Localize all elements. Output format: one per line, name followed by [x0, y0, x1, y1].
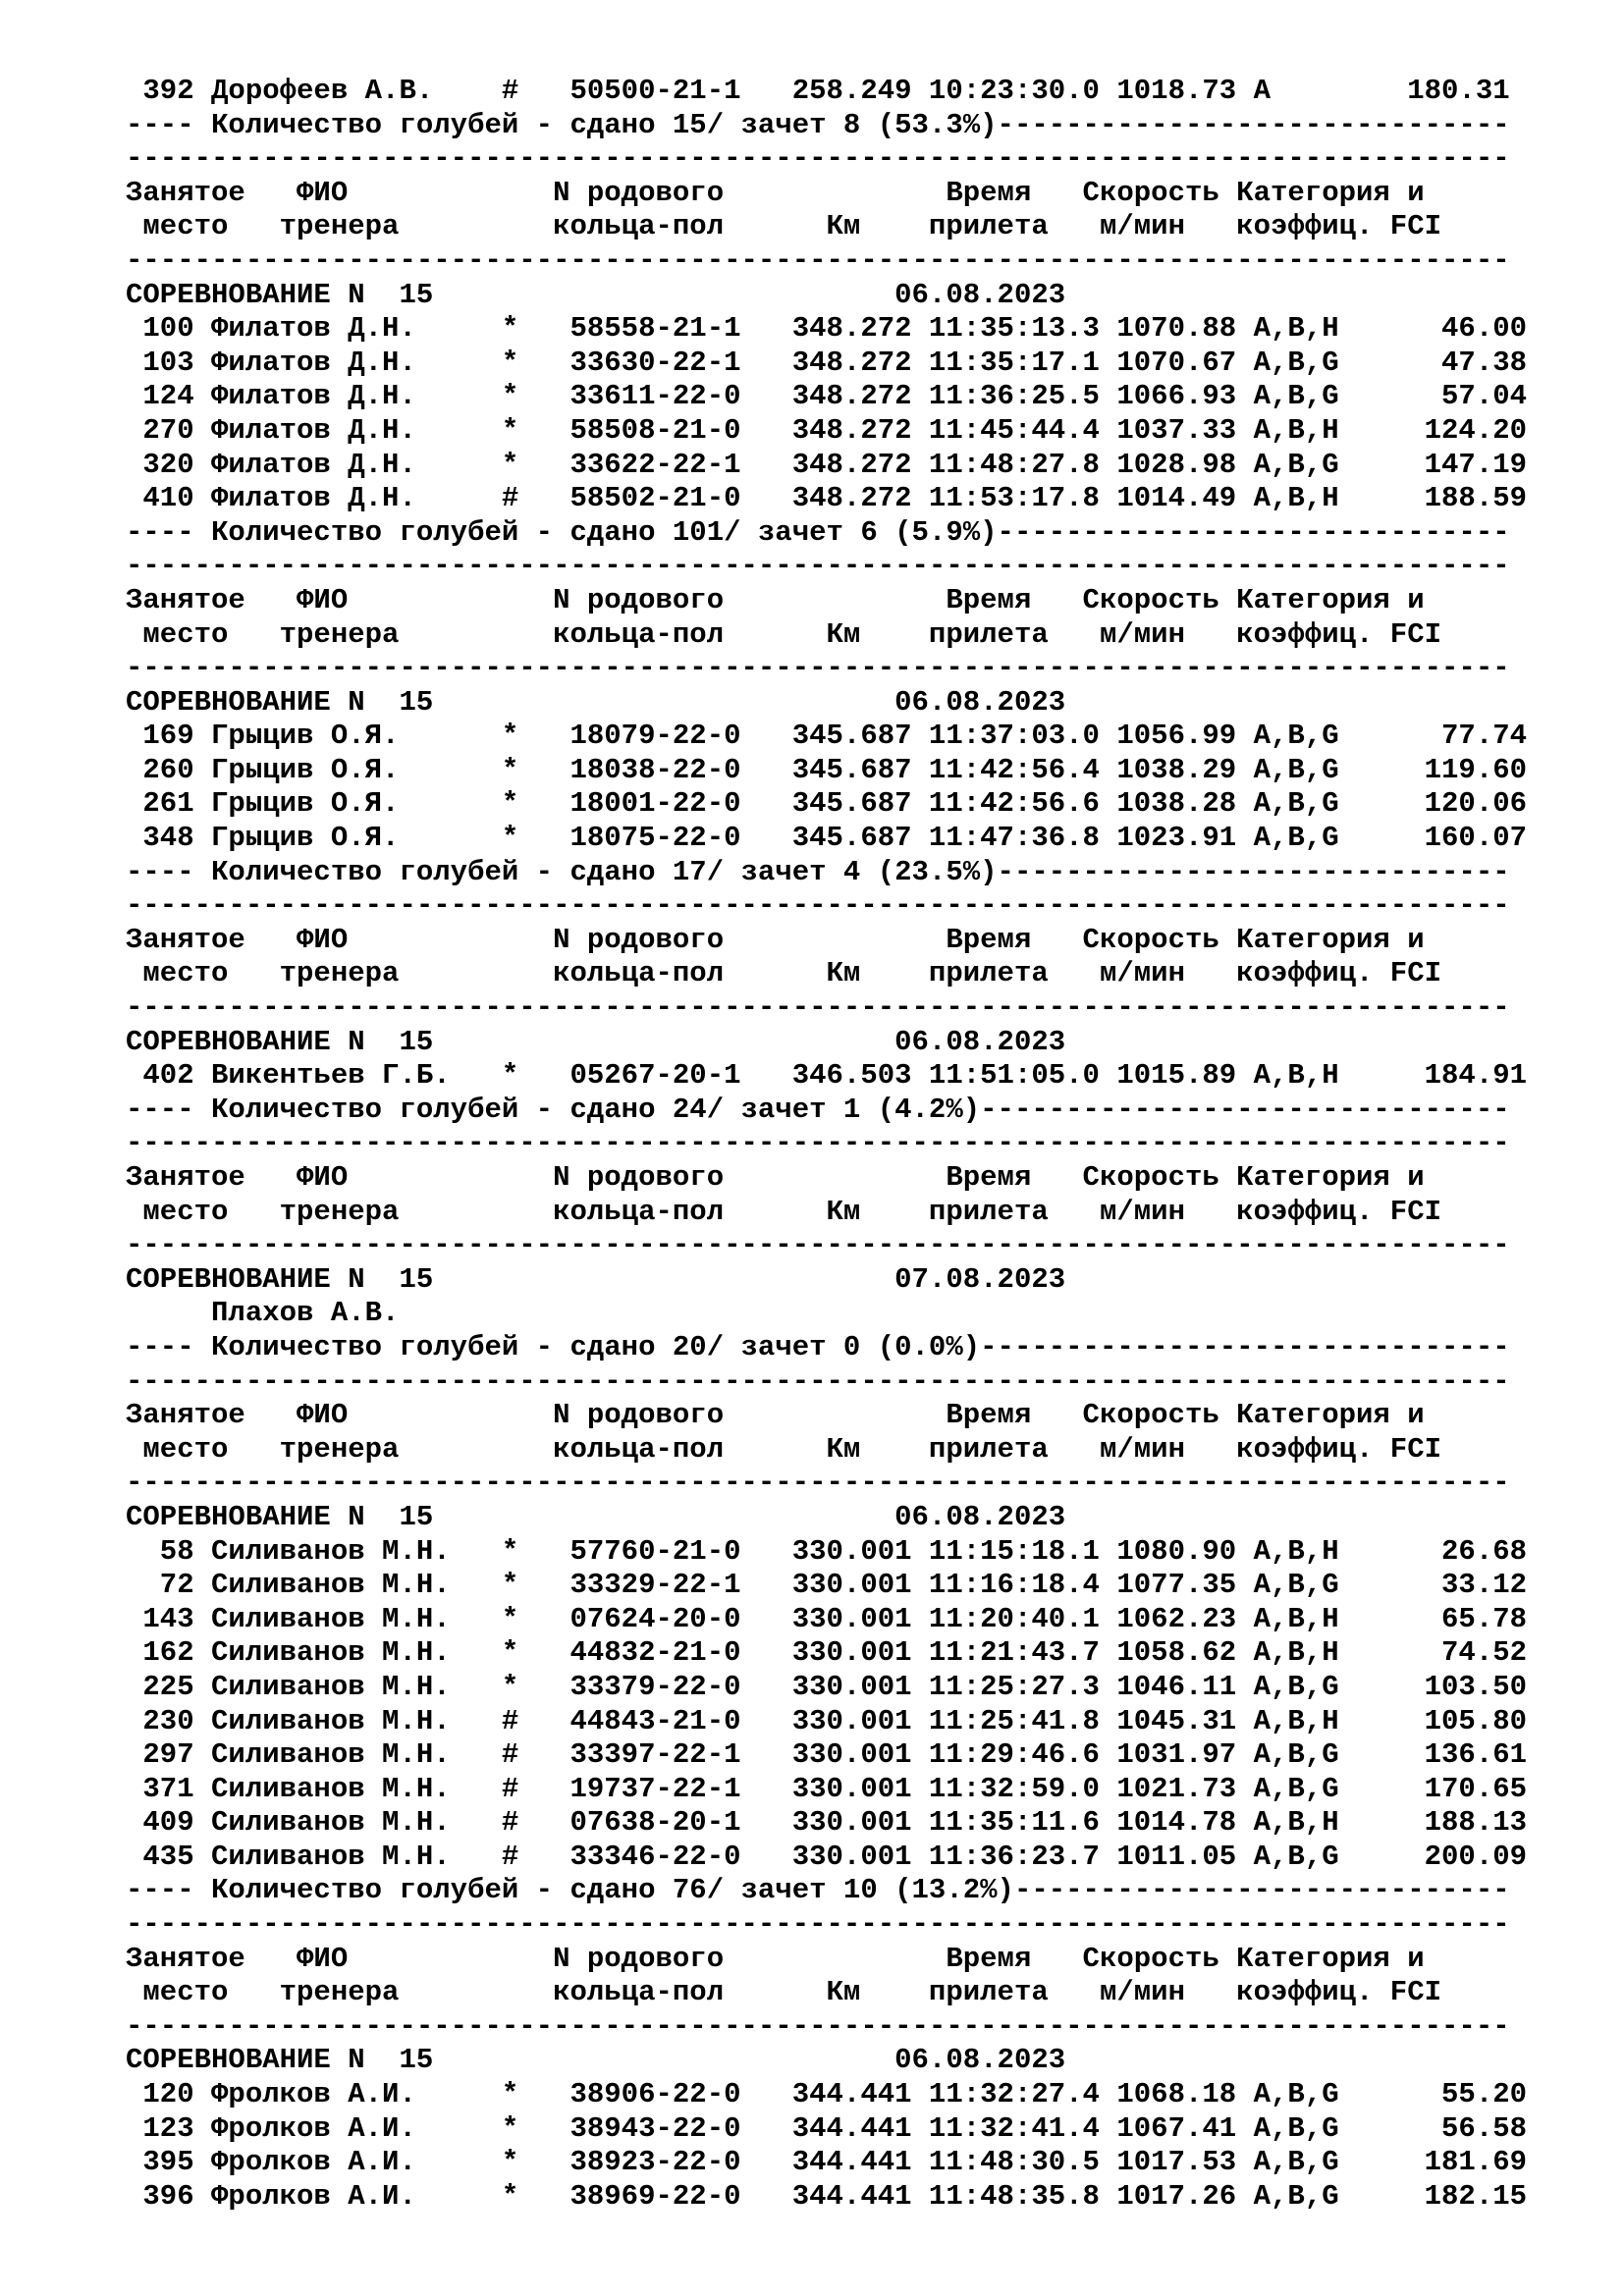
summary-line: ---- Количество голубей - сдано 24/ зачет 1 (4.2%)------------------------------- — [126, 1093, 1510, 1126]
summary-line: ---- Количество голубей - сдано 15/ зачет 8 (53.3%)------------------------------ — [126, 108, 1510, 141]
separator-line: --------------------------------------------------------------------------------- — [126, 889, 1510, 923]
summary-line: ---- Количество голубей - сдано 20/ зачет 0 (0.0%)------------------------------- — [126, 1330, 1510, 1363]
column-header: место тренера кольца-пол Км прилета м/мин коэффиц. FCI — [126, 1432, 1442, 1466]
column-header: Занятое ФИО N родового Время Скорость Категория и — [126, 1399, 1425, 1432]
competition-header: СОРЕВНОВАНИЕ N 15 06.08.2023 — [126, 2044, 1066, 2077]
column-header: Занятое ФИО N родового Время Скорость Категория и — [126, 923, 1425, 956]
results-printout — [126, 75, 1598, 2214]
result-row: 123 Фролков А.И. * 38943-22-0 344.441 11:32:41.4 1067.41 A,B,G 56.58 — [126, 2111, 1528, 2145]
separator-line: --------------------------------------------------------------------------------- — [126, 1127, 1510, 1160]
result-row: 162 Силиванов М.Н. * 44832-21-0 330.001 11:21:43.7 1058.62 A,B,H 74.52 — [126, 1636, 1528, 1670]
result-row: 435 Силиванов М.Н. # 33346-22-0 330.001 11:36:23.7 1011.05 A,B,G 200.09 — [126, 1840, 1528, 1873]
competition-header: СОРЕВНОВАНИЕ N 15 06.08.2023 — [126, 1025, 1066, 1058]
result-row: 124 Филатов Д.Н. * 33611-22-0 348.272 11:36:25.5 1066.93 A,B,G 57.04 — [126, 380, 1528, 413]
result-row: 297 Силиванов М.Н. # 33397-22-1 330.001 11:29:46.6 1031.97 A,B,G 136.61 — [126, 1738, 1528, 1772]
competition-header: СОРЕВНОВАНИЕ N 15 06.08.2023 — [126, 685, 1066, 719]
result-row: 396 Фролков А.И. * 38969-22-0 344.441 11:48:35.8 1017.26 A,B,G 182.15 — [126, 2179, 1528, 2213]
result-row: 58 Силиванов М.Н. * 57760-21-0 330.001 11:15:18.1 1080.90 A,B,H 26.68 — [126, 1534, 1528, 1568]
column-header: место тренера кольца-пол Км прилета м/мин коэффиц. FCI — [126, 210, 1442, 243]
separator-line: --------------------------------------------------------------------------------- — [126, 142, 1510, 176]
result-row: 230 Силиванов М.Н. # 44843-21-0 330.001 11:25:41.8 1045.31 A,B,H 105.80 — [126, 1704, 1528, 1737]
result-row: Плахов А.В. — [126, 1297, 400, 1330]
competition-header: СОРЕВНОВАНИЕ N 15 06.08.2023 — [126, 278, 1066, 311]
competition-header: СОРЕВНОВАНИЕ N 15 06.08.2023 — [126, 1500, 1066, 1533]
separator-line: --------------------------------------------------------------------------------- — [126, 1908, 1510, 1942]
result-row: 392 Дорофеев А.В. # 50500-21-1 258.249 10:23:30.0 1018.73 A 180.31 — [126, 75, 1510, 107]
separator-line: --------------------------------------------------------------------------------- — [126, 991, 1510, 1025]
separator-line: --------------------------------------------------------------------------------- — [126, 1364, 1510, 1398]
result-row: 143 Силиванов М.Н. * 07624-20-0 330.001 11:20:40.1 1062.23 A,B,H 65.78 — [126, 1602, 1528, 1635]
result-row: 100 Филатов Д.Н. * 58558-21-1 348.272 11:35:13.3 1070.88 A,B,H 46.00 — [126, 312, 1528, 346]
column-header: место тренера кольца-пол Км прилета м/мин коэффиц. FCI — [126, 957, 1442, 990]
separator-line: --------------------------------------------------------------------------------- — [126, 550, 1510, 583]
result-row: 320 Филатов Д.Н. * 33622-22-1 348.272 11:48:27.8 1028.98 A,B,G 147.19 — [126, 448, 1528, 481]
result-row: 395 Фролков А.И. * 38923-22-0 344.441 11:48:30.5 1017.53 A,B,G 181.69 — [126, 2146, 1528, 2179]
result-row: 225 Силиванов М.Н. * 33379-22-0 330.001 11:25:27.3 1046.11 A,B,G 103.50 — [126, 1670, 1528, 1703]
separator-line: --------------------------------------------------------------------------------- — [126, 1467, 1510, 1500]
column-header: место тренера кольца-пол Км прилета м/мин коэффиц. FCI — [126, 1976, 1442, 2009]
result-row: 103 Филатов Д.Н. * 33630-22-1 348.272 11:35:17.1 1070.67 A,B,G 47.38 — [126, 346, 1528, 379]
summary-line: ---- Количество голубей - сдано 101/ зачет 6 (5.9%)------------------------------ — [126, 515, 1510, 549]
result-row: 270 Филатов Д.Н. * 58508-21-0 348.272 11:45:44.4 1037.33 A,B,H 124.20 — [126, 413, 1528, 447]
result-row: 409 Силиванов М.Н. # 07638-20-1 330.001 11:35:11.6 1014.78 A,B,H 188.13 — [126, 1806, 1528, 1840]
result-row: 348 Грыцив О.Я. * 18075-22-0 345.687 11:47:36.8 1023.91 A,B,G 160.07 — [126, 822, 1528, 855]
result-row: 260 Грыцив О.Я. * 18038-22-0 345.687 11:42:56.4 1038.29 A,B,G 119.60 — [126, 753, 1528, 786]
result-row: 410 Филатов Д.Н. # 58502-21-0 348.272 11:53:17.8 1014.49 A,B,H 188.59 — [126, 482, 1528, 515]
competition-header: СОРЕВНОВАНИЕ N 15 07.08.2023 — [126, 1262, 1066, 1296]
column-header: Занятое ФИО N родового Время Скорость Категория и — [126, 1161, 1425, 1194]
result-row: 402 Викентьев Г.Б. * 05267-20-1 346.503 11:51:05.0 1015.89 A,B,H 184.91 — [126, 1059, 1528, 1093]
separator-line: --------------------------------------------------------------------------------- — [126, 1229, 1510, 1262]
column-header: место тренера кольца-пол Км прилета м/мин коэффиц. FCI — [126, 617, 1442, 651]
summary-line: ---- Количество голубей - сдано 17/ зачет 4 (23.5%)------------------------------ — [126, 855, 1510, 888]
summary-line: ---- Количество голубей - сдано 76/ зачет 10 (13.2%)----------------------------- — [126, 1874, 1510, 1907]
result-row: 169 Грыцив О.Я. * 18079-22-0 345.687 11:37:03.0 1056.99 A,B,G 77.74 — [126, 720, 1528, 753]
column-header: Занятое ФИО N родового Время Скорость Категория и — [126, 1942, 1425, 1975]
column-header: Занятое ФИО N родового Время Скорость Категория и — [126, 583, 1425, 616]
column-header: Занятое ФИО N родового Время Скорость Категория и — [126, 176, 1425, 209]
separator-line: --------------------------------------------------------------------------------- — [126, 243, 1510, 277]
result-row: 120 Фролков А.И. * 38906-22-0 344.441 11:32:27.4 1068.18 A,B,G 55.20 — [126, 2078, 1528, 2111]
column-header: место тренера кольца-пол Км прилета м/мин коэффиц. FCI — [126, 1195, 1442, 1228]
result-row: 261 Грыцив О.Я. * 18001-22-0 345.687 11:42:56.6 1038.28 A,B,G 120.06 — [126, 787, 1528, 821]
separator-line: --------------------------------------------------------------------------------- — [126, 2009, 1510, 2043]
result-row: 371 Силиванов М.Н. # 19737-22-1 330.001 11:32:59.0 1021.73 A,B,G 170.65 — [126, 1772, 1528, 1805]
result-row: 72 Силиванов М.Н. * 33329-22-1 330.001 11:16:18.4 1077.35 A,B,G 33.12 — [126, 1569, 1528, 1602]
separator-line: --------------------------------------------------------------------------------- — [126, 652, 1510, 685]
